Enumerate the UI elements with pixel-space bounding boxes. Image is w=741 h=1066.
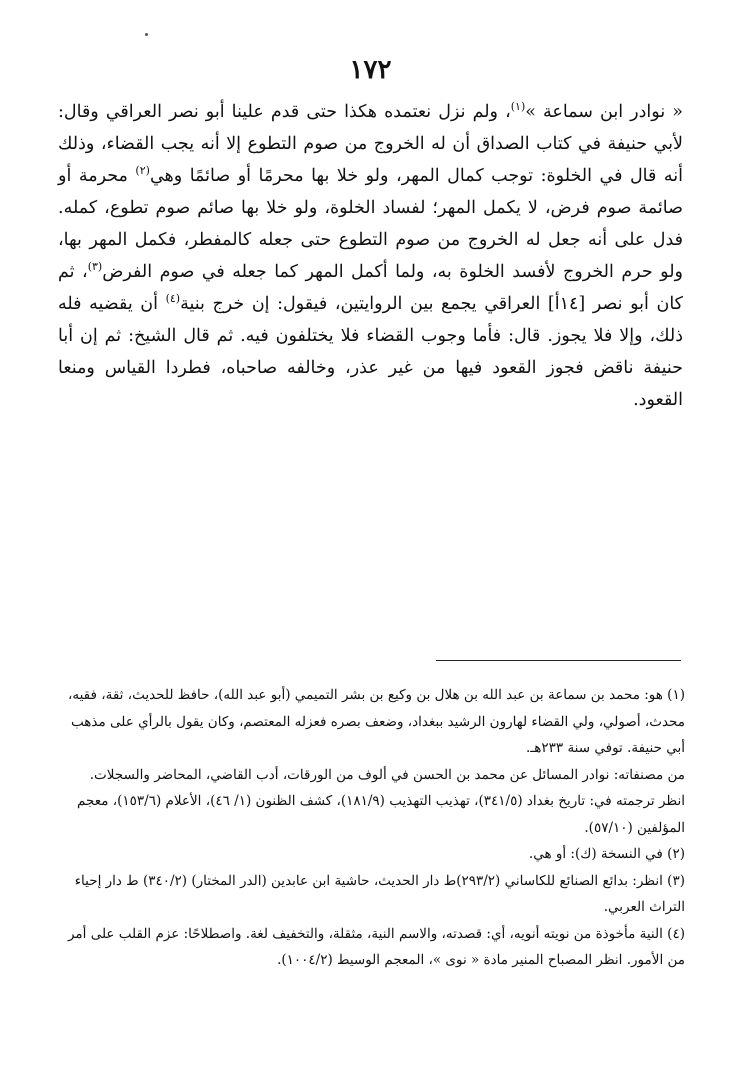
text-segment: أن يقضيه فله ذلك، وإلا فلا يجوز. قال: فأما وجوب القضاء فلا يختلفون فيه. ثم قال الشيخ: ثم إن أبا حنيفة ناقض فجوز القعود فيها من غير عذر، وخالفه صاحباه، فطردا القياس ومنعا القعود.: [58, 294, 683, 410]
footnote-3: [58, 868, 685, 921]
footnote-ref-4: (٤): [165, 292, 181, 306]
main-text: [58, 96, 683, 416]
footnote-number: (٢): [667, 846, 685, 862]
footnote-number: (٤): [667, 925, 685, 942]
footnote-text: النية مأخوذة من نويته أنويه، أي: قصدته، والاسم النية، مثقلة، والتخفيف لغة. واصطلاحًا: عزم القلب على أمر من الأمور. انظر المصباح المنير مادة « نوى »، المعجم الوسيط (١٠٠٤/٢).: [67, 925, 685, 968]
footnote-1: [58, 682, 685, 762]
footnote-ref-1: (١): [510, 100, 526, 114]
footnote-text: انظر: بدائع الصنائع للكاساني (٢٩٣/٢)ط دار الحديث، حاشية ابن عابدين (الدر المختار) (٣٤٠/٢) ط دار إحياء التراث العربي.: [74, 872, 685, 915]
text-segment: « نوادر ابن سماعة »: [525, 102, 683, 122]
text-segment: ، ولم نزل نعتمده هكذا حتى قدم علينا أبو نصر العراقي وقال: لأبي حنيفة في كتاب الصداق أن له الخروج من صوم التطوع إلا أنه يجب القضاء، وذلك أنه قال في الخلوة: توجب كمال المهر، ولو خلا بها محرمًا أو صائمًا وهي: [58, 102, 683, 186]
footnote-2: [58, 841, 685, 868]
footnote-1-continuation: انظر ترجمته في: تاريخ بغداد (٣٤١/٥)، تهذيب التهذيب (١٨١/٩)، كشف الظنون (١/ ٤٦)، الأعلام (١٥٣/٦)، معجم المؤلفين (٥٧/١٠).: [77, 793, 685, 836]
text-segment: محرمة أو صائمة صوم فرض، لا يكمل المهر؛ لفساد الخلوة، ولو خلا بها صائم صوم تطوع، كمله. فدل على أنه جعل له الخروج من صوم التطوع حتى جعله كالمفطر، فكمل المهر بها، ولو حرم الخروج لأفسد الخلوة به، ولما أكمل المهر كما جعله في صوم الفرض: [58, 166, 683, 282]
main-paragraph: [58, 96, 683, 416]
footnotes: [58, 682, 685, 974]
footnote-text: في النسخة (ك): أو هي.: [528, 846, 663, 862]
footnote-4: [58, 921, 685, 974]
footnote-divider: [436, 660, 681, 661]
page-speck: [145, 33, 148, 36]
text-segment: ، ثم كان أبو نصر [١٤أ] العراقي يجمع بين الروايتين، فيقول: إن خرج بنية: [58, 262, 683, 314]
page-number: ١٧٢: [349, 55, 392, 85]
footnote-number: (٣): [667, 872, 685, 889]
footnote-ref-2: (٢): [135, 164, 150, 178]
footnote-ref-3: (٣): [87, 260, 103, 274]
footnote-1-continuation: من مصنفاته: نوادر المسائل عن محمد بن الحسن في ألوف من الورقات، أدب القاضي، المحاضر والسجلات.: [89, 766, 685, 783]
footnote-number: (١): [667, 687, 685, 703]
footnote-text: هو: محمد بن سماعة بن عبد الله بن هلال بن وكيع بن بشر التميمي (أبو عبد الله)، حافظ للحديث، ثقة، فقيه، محدث، أصولي، ولي القضاء لهارون الرشيد ببغداد، وضعف بصره فعزله المعتصم، وكان يقول بالرأي على مذهب أبي حنيفة. توفي سنة ٢٣٣هـ.: [68, 687, 685, 756]
